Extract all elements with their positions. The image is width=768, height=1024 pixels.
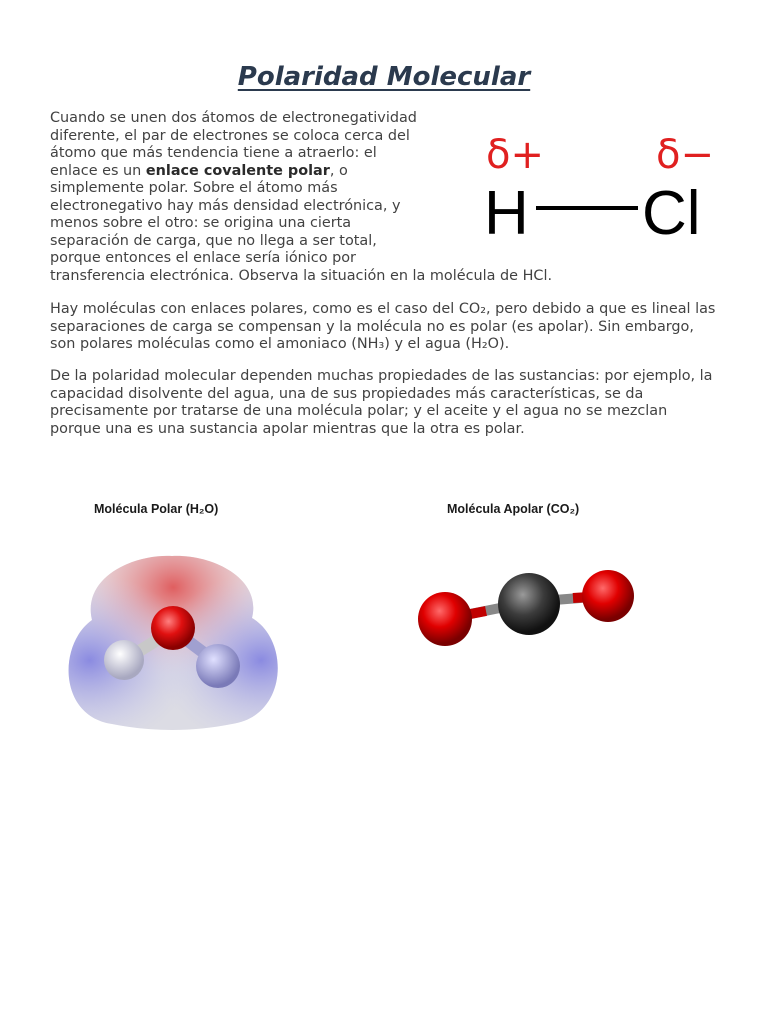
carbon-atom: [498, 573, 560, 635]
hcl-bond-diagram: [478, 128, 728, 248]
paragraph-co2: Hay moléculas con enlaces polares, como es el caso del CO₂, pero debido a que es lineal las separaciones de carga se compensan y la molécula no es polar (es apolar). Sin embargo, son polares moléculas como el amoniaco (NH₃) y el agua (H₂O).: [50, 301, 716, 352]
intro-line: Cuando se unen dos átomos de electronegatividad: [50, 110, 417, 126]
paragraph-properties: De la polaridad molecular dependen muchas propiedades de las sustancias: por ejemplo, la capacidad disolvente del agua, una de sus propiedades más características, se da precisamente por tratarse de una molécula polar; y el aceite y el agua no se mezclan porque una es una sustancia apolar mientras que la otra es polar.: [50, 368, 713, 437]
intro-line: diferente, el par de electrones se coloca cerca del: [50, 127, 410, 144]
bold-term: enlace covalente polar: [145, 162, 330, 179]
oxygen-atom-right: [582, 570, 634, 622]
intro-line: simplemente polar. Sobre el átomo más: [50, 180, 338, 196]
delta-minus-label: δ−: [656, 132, 714, 178]
caption-apolar-molecule: Molécula Apolar (CO₂): [447, 502, 580, 516]
intro-line: transferencia electrónica. Observa la situación en la molécula de HCl.: [50, 267, 553, 284]
intro-line-start: enlace es un: [50, 162, 146, 179]
atom-cl-label: Cl: [642, 179, 701, 248]
page-title: Polaridad Molecular: [237, 62, 531, 92]
delta-plus-label: δ+: [486, 132, 544, 178]
intro-line-end: , o: [329, 162, 348, 179]
intro-line: electronegativo hay más densidad electrónica, y: [50, 197, 401, 214]
intro-line: porque entonces el enlace sería iónico por: [50, 250, 356, 266]
oxygen-atom: [151, 606, 195, 650]
hydrogen-atom-right: [196, 644, 240, 688]
intro-line: separación de carga, que no llega a ser total,: [50, 232, 377, 249]
intro-line: átomo que más tendencia tiene a atraerlo: el: [50, 145, 377, 161]
intro-line: menos sobre el otro: se origina una cierta: [50, 215, 352, 231]
oxygen-atom-left: [418, 592, 472, 646]
atom-h-label: H: [484, 179, 529, 248]
co2-molecule-image: [408, 560, 648, 650]
hydrogen-atom-left: [104, 640, 144, 680]
caption-polar-molecule: Molécula Polar (H₂O): [94, 502, 219, 516]
h2o-molecule-image: [52, 548, 292, 738]
